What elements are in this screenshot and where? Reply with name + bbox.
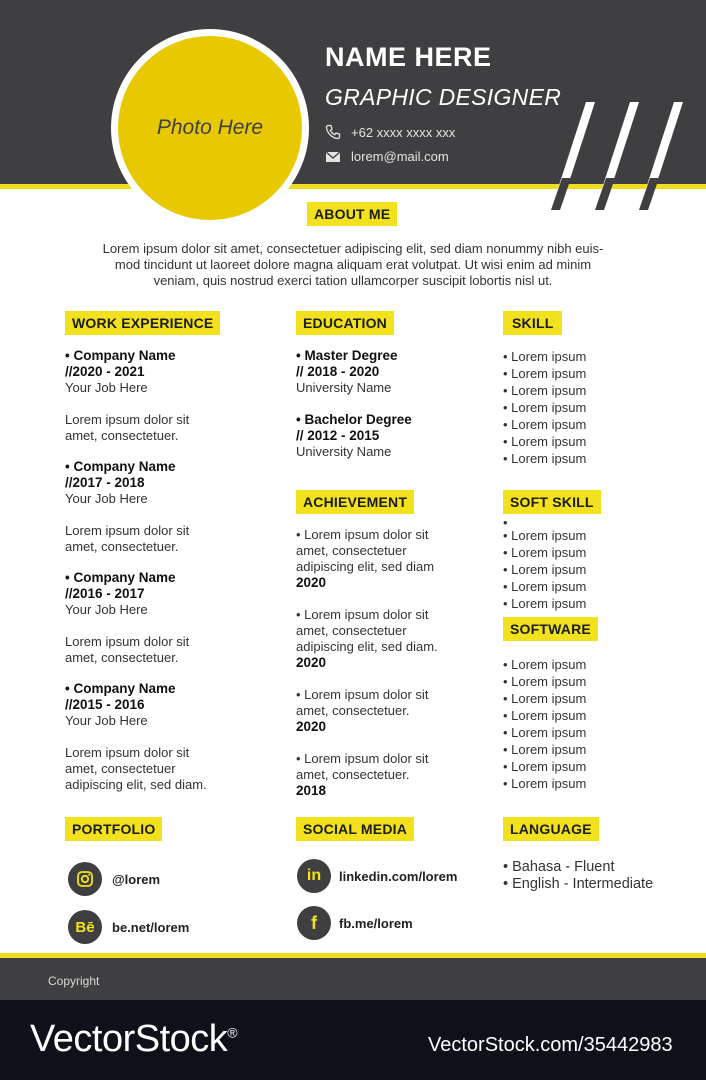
watermark-logo xyxy=(30,1018,237,1061)
work-item xyxy=(65,348,280,444)
education-heading: EDUCATION xyxy=(296,311,394,335)
social-heading: SOCIAL MEDIA xyxy=(296,817,414,841)
behance-icon-glyph: Bē xyxy=(75,918,95,936)
linkedin-icon xyxy=(297,859,331,893)
instagram-handle: @lorem xyxy=(112,871,161,887)
language-item: • English - Intermediate xyxy=(503,876,654,892)
work-heading: WORK EXPERIENCE xyxy=(65,311,220,335)
achievement-line: amet, consectetuer. xyxy=(296,703,410,718)
work-years: //2015 - 2016 xyxy=(65,697,145,712)
work-item xyxy=(65,459,280,555)
achievement-line: • Lorem ipsum dolor sit xyxy=(296,687,429,702)
work-desc: Lorem ipsum dolor sit xyxy=(65,745,190,760)
work-job: Your Job Here xyxy=(65,380,148,395)
achievement-year: 2020 xyxy=(296,719,327,734)
about-heading: ABOUT ME xyxy=(307,202,397,226)
skill-item: • Lorem ipsum xyxy=(503,451,587,466)
portfolio-instagram[interactable] xyxy=(68,862,160,896)
watermark-registered-mark: ® xyxy=(227,1024,238,1041)
phone-icon xyxy=(325,124,341,140)
education-degree: • Bachelor Degree xyxy=(296,412,412,427)
photo-placeholder xyxy=(118,36,302,220)
contact-email xyxy=(325,149,449,164)
achievement-item xyxy=(296,687,486,735)
skill-item: • Lorem ipsum xyxy=(503,383,587,398)
footer-bar xyxy=(0,958,706,1000)
slash-decoration xyxy=(548,100,688,215)
achievement-line: amet, consectetuer xyxy=(296,623,407,638)
skill-item: • Lorem ipsum xyxy=(503,400,587,415)
soft-skill-item: • Lorem ipsum xyxy=(503,545,587,560)
software-item: • Lorem ipsum xyxy=(503,691,587,706)
phone-text: +62 xxxx xxxx xxx xyxy=(351,124,456,140)
skill-list xyxy=(503,348,586,467)
work-item xyxy=(65,570,280,666)
facebook-link: fb.me/lorem xyxy=(339,915,413,931)
software-item: • Lorem ipsum xyxy=(503,657,587,672)
work-years: //2020 - 2021 xyxy=(65,364,145,379)
watermark-id: VectorStock.com/35442983 xyxy=(428,1034,673,1056)
social-linkedin[interactable] xyxy=(297,859,457,893)
social-facebook[interactable] xyxy=(297,906,413,940)
skill-heading: SKILL xyxy=(503,311,562,335)
achievement-line: • Lorem ipsum dolor sit xyxy=(296,751,429,766)
watermark-logo-text: VectorStock xyxy=(30,1018,228,1060)
work-years: //2016 - 2017 xyxy=(65,586,145,601)
language-heading: LANGUAGE xyxy=(503,817,599,841)
portfolio-behance[interactable] xyxy=(68,910,189,944)
education-school: University Name xyxy=(296,444,392,459)
software-item: • Lorem ipsum xyxy=(503,776,587,791)
photo-label: Photo Here xyxy=(156,116,264,139)
work-item xyxy=(65,681,280,793)
achievement-line: • Lorem ipsum dolor sit xyxy=(296,607,429,622)
soft-skill-item: • Lorem ipsum xyxy=(503,596,587,611)
education-years: // 2018 - 2020 xyxy=(296,364,380,379)
software-item: • Lorem ipsum xyxy=(503,674,587,689)
facebook-icon-glyph: f xyxy=(311,912,317,933)
education-item xyxy=(296,412,486,460)
work-job: Your Job Here xyxy=(65,602,148,617)
education-years: // 2012 - 2015 xyxy=(296,428,380,443)
soft-skill-item: • Lorem ipsum xyxy=(503,528,587,543)
soft-skill-item: • Lorem ipsum xyxy=(503,579,587,594)
achievement-year: 2020 xyxy=(296,575,327,590)
achievement-line: amet, consectetuer xyxy=(296,543,407,558)
achievement-item xyxy=(296,607,486,671)
work-desc: Lorem ipsum dolor sit xyxy=(65,634,190,649)
achievement-heading: ACHIEVEMENT xyxy=(296,490,414,514)
work-desc: amet, consectetuer. xyxy=(65,539,179,554)
achievement-line: • Lorem ipsum dolor sit xyxy=(296,527,429,542)
work-desc: adipiscing elit, sed diam. xyxy=(65,777,207,792)
work-job: Your Job Here xyxy=(65,491,148,506)
candidate-name: NAME HERE xyxy=(325,42,492,72)
instagram-icon xyxy=(68,862,102,896)
achievement-item xyxy=(296,527,486,591)
work-job: Your Job Here xyxy=(65,713,148,728)
portfolio-heading: PORTFOLIO xyxy=(65,817,162,841)
work-desc: amet, consectetuer xyxy=(65,761,176,776)
language-item: • Bahasa - Fluent xyxy=(503,859,615,875)
achievement-year: 2018 xyxy=(296,783,327,798)
soft-skill-item: • Lorem ipsum xyxy=(503,562,587,577)
contact-phone xyxy=(325,124,455,140)
achievement-line: amet, consectetuer. xyxy=(296,767,410,782)
education-item xyxy=(296,348,486,396)
achievement-year: 2020 xyxy=(296,655,327,670)
achievement-line: adipiscing elit, sed diam. xyxy=(296,639,438,654)
behance-icon xyxy=(68,910,102,944)
behance-link: be.net/lorem xyxy=(112,919,190,935)
software-item: • Lorem ipsum xyxy=(503,759,587,774)
mail-icon xyxy=(325,150,341,164)
work-company: • Company Name xyxy=(65,348,176,363)
slash-dark-3 xyxy=(639,178,659,210)
achievement-line: adipiscing elit, sed diam xyxy=(296,559,435,574)
work-years: //2017 - 2018 xyxy=(65,475,145,490)
education-degree: • Master Degree xyxy=(296,348,398,363)
facebook-icon xyxy=(297,906,331,940)
skill-item: • Lorem ipsum xyxy=(503,349,587,364)
soft-skill-heading: SOFT SKILL xyxy=(503,490,601,514)
slash-dark-2 xyxy=(595,178,615,210)
work-desc: amet, consectetuer. xyxy=(65,428,179,443)
achievement-item xyxy=(296,751,486,799)
linkedin-icon-glyph: in xyxy=(306,867,322,884)
soft-skill-list xyxy=(503,515,587,612)
soft-skill-item: • xyxy=(503,515,508,530)
software-item: • Lorem ipsum xyxy=(503,708,587,723)
about-line: Lorem ipsum dolor sit amet, consectetuer adipiscing elit, sed diam nonummy nibh euis- xyxy=(102,241,604,256)
software-item: • Lorem ipsum xyxy=(503,742,587,757)
work-company: • Company Name xyxy=(65,681,176,696)
education-school: University Name xyxy=(296,380,392,395)
software-item: • Lorem ipsum xyxy=(503,725,587,740)
software-heading: SOFTWARE xyxy=(503,617,598,641)
skill-item: • Lorem ipsum xyxy=(503,417,587,432)
about-line: mod tincidunt ut laoreet dolore magna aliquam erat volutpat. Ut wisi enim ad minim xyxy=(114,257,592,272)
linkedin-link: linkedin.com/lorem xyxy=(339,868,458,884)
about-line: veniam, quis nostrud exerci tation ullamcorper suscipit lobortis nisl ut. xyxy=(153,273,553,288)
skill-item: • Lorem ipsum xyxy=(503,434,587,449)
about-paragraph xyxy=(30,241,676,289)
email-text: lorem@mail.com xyxy=(351,149,449,164)
work-company: • Company Name xyxy=(65,570,176,585)
work-desc: Lorem ipsum dolor sit xyxy=(65,523,190,538)
work-desc: Lorem ipsum dolor sit xyxy=(65,412,190,427)
work-desc: amet, consectetuer. xyxy=(65,650,179,665)
skill-item: • Lorem ipsum xyxy=(503,366,587,381)
work-company: • Company Name xyxy=(65,459,176,474)
slash-dark-1 xyxy=(551,178,571,210)
candidate-title: GRAPHIC DESIGNER xyxy=(325,84,562,110)
copyright-text: Copyright xyxy=(48,974,100,988)
language-list xyxy=(503,859,653,893)
software-list xyxy=(503,656,586,792)
